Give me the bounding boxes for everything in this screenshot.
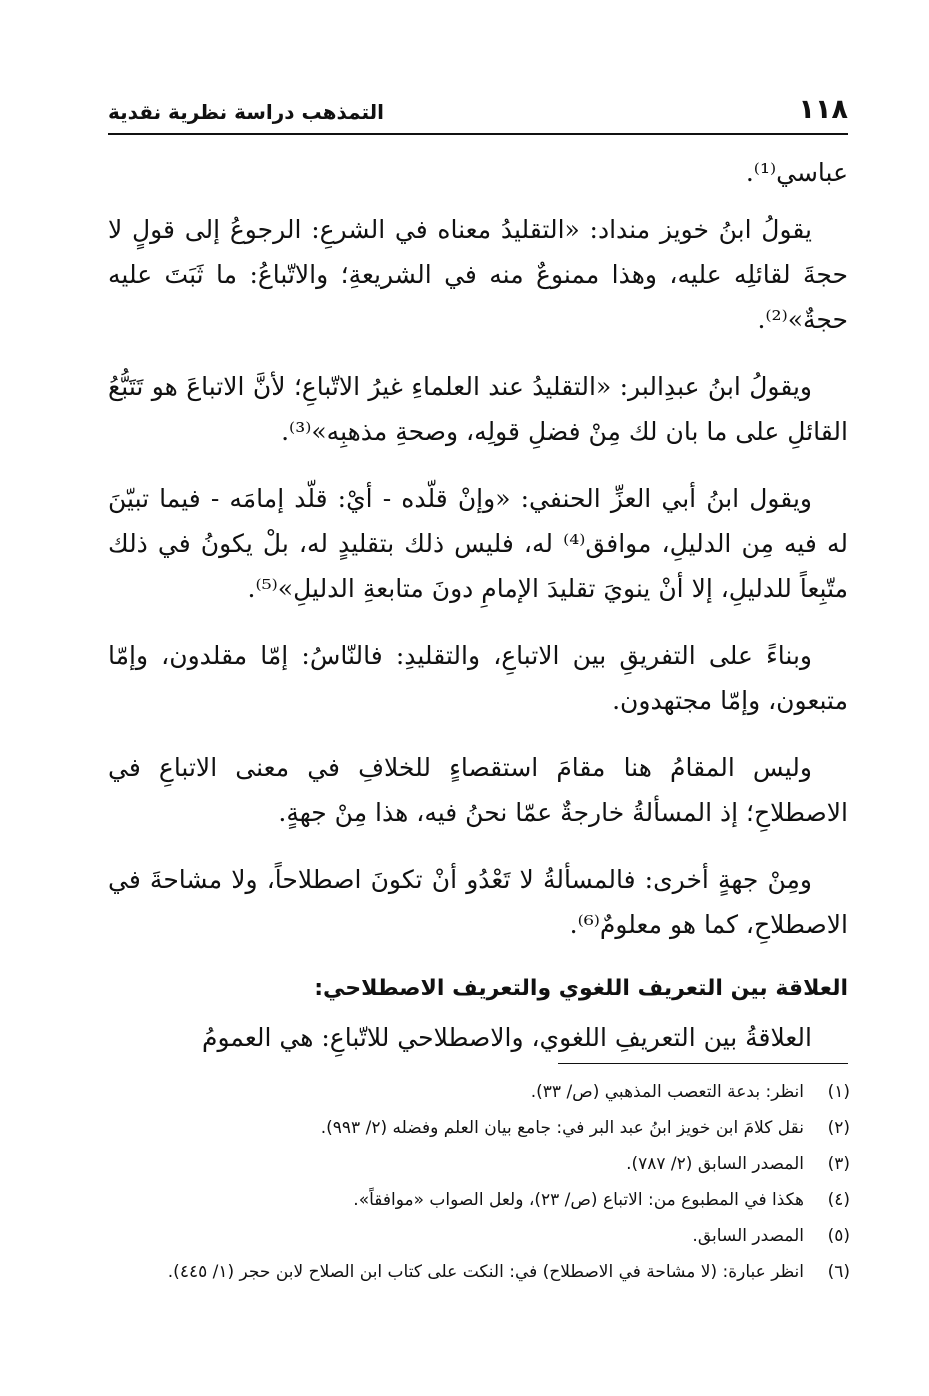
- paragraph: ويقولُ ابنُ عبدِالبر: «التقليدُ عند العلماءِ غيرُ الاتّباعِ؛ لأنَّ الاتباعَ هو تَتَبُّعُ القائلِ على ما بان لك مِنْ فضلِ قولِه، وصحةِ مذهبِه»⁽³⁾.: [108, 372, 848, 446]
- footnote-rule: [558, 1063, 848, 1064]
- footnote-text: المصدر السابق (٢/ ٧٨٧).: [626, 1154, 804, 1174]
- footnotes: [108, 1074, 850, 1290]
- footnote-text: انظر عبارة: (لا مشاحة في الاصطلاح) في: النكت على كتاب ابن الصلاح لابن حجر (١/ ٤٤٥).: [167, 1262, 804, 1282]
- footnote-number: (٦): [827, 1262, 850, 1282]
- page-header: [108, 94, 848, 130]
- footnote-number: (١): [827, 1082, 850, 1102]
- footnote: [108, 1074, 850, 1110]
- footnote: [108, 1254, 850, 1290]
- paragraph: وبناءً على التفريقِ بين الاتباعِ، والتقليدِ: فالنّاسُ: إمّا مقلدون، وإمّا متبعون، وإمّا مجتهدون.: [108, 641, 848, 715]
- footnote: [108, 1146, 850, 1182]
- footnote-text: انظر: بدعة التعصب المذهبي (ص/ ٣٣).: [530, 1082, 804, 1102]
- footnote-number: (٣): [827, 1154, 850, 1174]
- header-rule: [108, 133, 848, 135]
- paragraph: ومِنْ جهةٍ أخرى: فالمسألةُ لا تَعْدُو أنْ تكونَ اصطلاحاً، ولا مشاحةَ في الاصطلاحِ، كما هو معلومٌ⁽⁶⁾.: [108, 865, 848, 939]
- footnote-text: نقل كلامَ ابن خويز ابنُ عبد البر في: جامع بيان العلم وفضله (٢/ ٩٩٣).: [320, 1118, 804, 1138]
- paragraph: وليس المقامُ هنا مقامَ استقصاءٍ للخلافِ في معنى الاتباعِ في الاصطلاحِ؛ إذ المسألةُ خارجةٌ عمّا نحنُ فيه، هذا مِنْ جهةٍ.: [108, 753, 848, 827]
- paragraph: ويقول ابنُ أبي العزِّ الحنفي: «وإنْ قلّده - أيْ: قلّد إمامَه - فيما تبيّنَ له فيه مِن الدليلِ، موافق⁽⁴⁾ له، فليس ذلك بتقليدٍ له، بلْ يكونُ في ذلك متّبِعاً للدليلِ، إلا أنْ ينويَ تقليدَ الإمامِ دونَ متابعةِ الدليلِ»⁽⁵⁾.: [108, 484, 848, 603]
- paragraph: العلاقةُ بين التعريفِ اللغوي، والاصطلاحي للاتّباعِ: هي العمومُ: [201, 1023, 812, 1052]
- footnote-number: (٥): [827, 1226, 850, 1246]
- footnote-text: المصدر السابق.: [692, 1226, 804, 1246]
- footnote-text: هكذا في المطبوع من: الاتباع (ص/ ٢٣)، ولعل الصواب «موافقاً».: [353, 1190, 804, 1210]
- footnote-number: (٤): [827, 1190, 850, 1210]
- main-text: [108, 150, 848, 1082]
- footnote-number: (٢): [827, 1118, 850, 1138]
- section-heading: العلاقة بين التعريف اللغوي والتعريف الاصطلاحي:: [314, 976, 848, 1001]
- page-number: ١١٨: [798, 94, 848, 125]
- footnote: [108, 1218, 850, 1254]
- footnote: [108, 1182, 850, 1218]
- paragraph: عباسي⁽¹⁾.: [745, 158, 848, 187]
- running-title: التمذهب دراسة نظرية نقدية: [108, 100, 385, 124]
- paragraph: يقولُ ابنُ خويز منداد: «التقليدُ معناه في الشرعِ: الرجوعُ إلى قولٍ لا حجةَ لقائلِه عليه، وهذا ممنوعٌ منه في الشريعةِ؛ والاتّباعُ: ما ثَبَتَ عليه حجةٌ»⁽²⁾.: [108, 215, 848, 334]
- footnote: [108, 1110, 850, 1146]
